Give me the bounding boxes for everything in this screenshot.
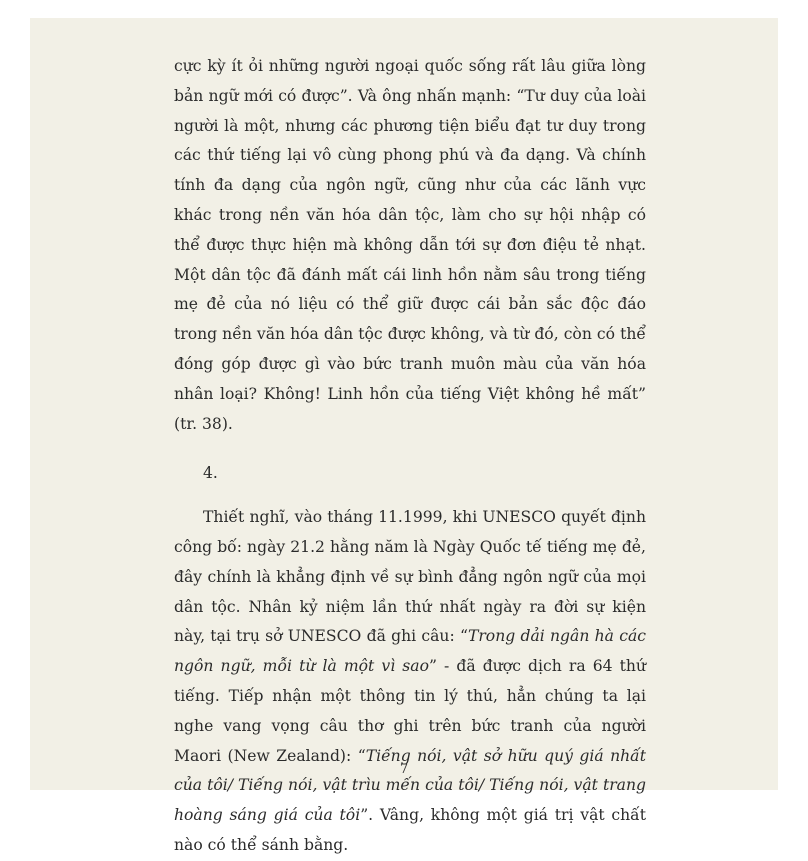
- section-number: 4.: [203, 464, 218, 483]
- paragraph-unesco: [174, 503, 646, 861]
- italic-quote-galaxy: Trong dải ngân hà các ngôn ngữ, mỗi từ là một vì sao: [174, 627, 646, 676]
- paragraph-text-part-3: ”. Vâng, không một giá trị vật chất nào có thể sánh bằng.: [174, 806, 647, 854]
- paragraph-quote-continuation: cực kỳ ít ỏi những người ngoại quốc sống rất lâu giữa lòng bản ngữ mới có được”. Và ông nhấn mạnh: “Tư duy của loài người là một, nhưng các phương tiện biểu đạt tư duy trong các thứ tiếng lại vô cùng phong phú và đa dạng. Và chính tính đa dạng của ngôn ngữ, cũng như của các lãnh vực khác trong nền văn hóa dân tộc, làm cho sự hội nhập có thể được thực hiện mà không dẫn tới sự đơn điệu tẻ nhạt. Một dân tộc đã đánh mất cái linh hồn nằm sâu trong tiếng mẹ đẻ của nó liệu có thể giữ được cái bản sắc độc đáo trong nền văn hóa dân tộc được không, và từ đó, còn có thể đóng góp được gì vào bức tranh muôn màu của văn hóa nhân loại? Không! Linh hồn của tiếng Việt không hề mất” (tr. 38).: [174, 57, 646, 433]
- italic-quote-maori: Tiếng nói, vật sở hữu quý giá nhất của tôi/ Tiếng nói, vật trìu mến của tôi/ Tiếng nói, vật trang hoàng sáng giá của tôi: [174, 746, 647, 825]
- body-text: [174, 52, 646, 861]
- page-number: 7: [399, 762, 409, 777]
- book-page: [30, 18, 778, 854]
- paragraph-text-part-1: Thiết nghĩ, vào tháng 11.1999, khi UNESCO quyết định công bố: ngày 21.2 hằng năm là Ngày Quốc tế tiếng mẹ đẻ, đây chính là khẳng định về sự bình đẳng ngôn ngữ của mọi dân tộc. Nhân kỷ niệm lần thứ nhất ngày ra đời sự kiện này, tại trụ sở UNESCO đã ghi câu: “: [174, 508, 646, 646]
- paragraph-text-part-2: ” - đã được dịch ra 64 thứ tiếng. Tiếp nhận một thông tin lý thú, hẳn chúng ta lại nghe vang vọng câu thơ ghi trên bức tranh của người Maori (New Zealand): “: [174, 657, 647, 765]
